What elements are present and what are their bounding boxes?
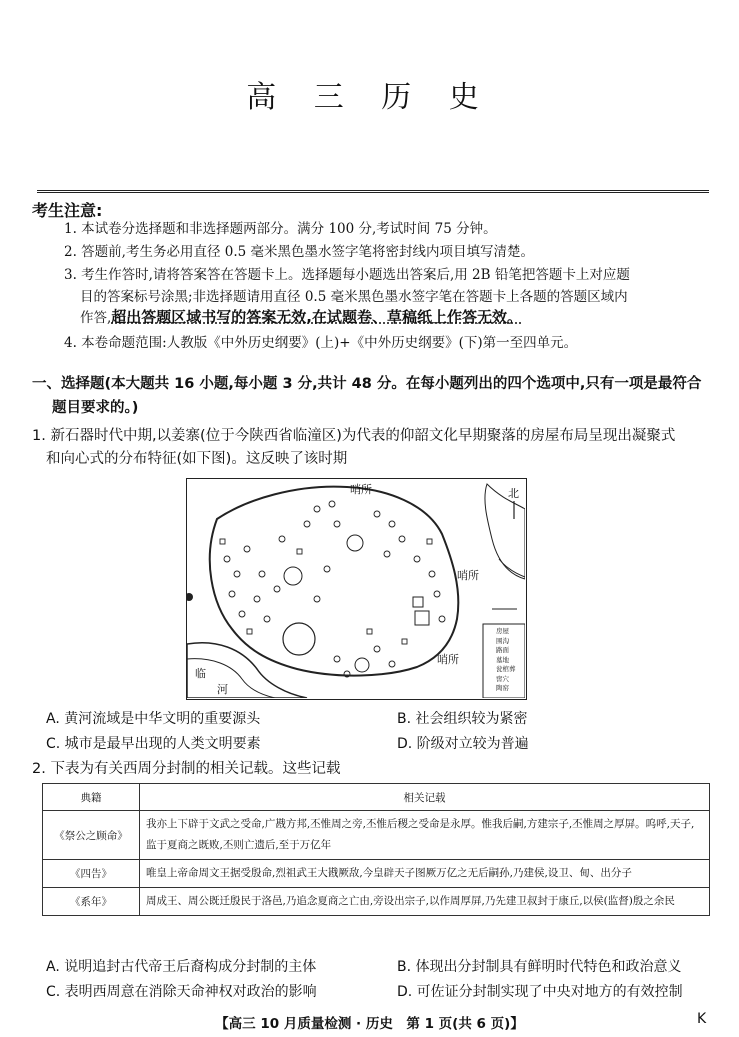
table-cell-source: 《四告》 xyxy=(43,860,140,888)
q1-option-b: B. 社会组织较为紧密 xyxy=(397,711,528,727)
table-cell-record: 我亦上下辟于文武之受命,广戡方邦,丕惟周之旁,丕惟后稷之受命是永厚。惟我后嗣,方建宗子,丕惟周之厚屏。呜呼,天子,监于夏商之既败,丕则亡遗后,至于万亿年 xyxy=(140,811,710,860)
map-legend-item: 瓮棺葬 xyxy=(496,665,516,673)
page-footer: 【高三 10 月质量检测 · 历史 第 1 页(共 6 页)】 xyxy=(215,1016,524,1032)
section-heading xyxy=(32,372,712,420)
page-title: 高 三 历 史 xyxy=(246,80,493,115)
table-cell-record: 唯皇上帝命周文王据受殷命,烈祖武王大戡厥敌,今皇辟天子图厥万亿之无后嗣孙,乃建侯,设卫、甸、出分子 xyxy=(140,860,710,888)
table-cell-source: 《系年》 xyxy=(43,888,140,916)
q1-option-c: C. 城市是最早出现的人类文明要素 xyxy=(46,736,261,752)
map-river-label-1: 临 xyxy=(195,667,206,680)
q1-stem-line-1: 1. 新石器时代中期,以姜寨(位于今陕西省临潼区)为代表的仰韶文化早期聚落的房屋布局呈现出凝聚式 xyxy=(32,428,676,444)
q2-option-b: B. 体现出分封制具有鲜明时代特色和政治意义 xyxy=(397,959,682,975)
map-north-label: 北 xyxy=(508,487,519,500)
notice-item-3c xyxy=(80,306,522,329)
map-legend-item: 路面 xyxy=(496,646,509,654)
table-header-source: 典籍 xyxy=(43,784,140,811)
table-header-row xyxy=(43,784,710,811)
q2-stem: 2. 下表为有关西周分封制的相关记载。这些记载 xyxy=(32,761,341,777)
map-label-top: 哨所 xyxy=(350,483,372,496)
notice-item-4: 4. 本卷命题范围:人教版《中外历史纲要》(上)+《中外历史纲要》(下)第一至四单元。 xyxy=(64,335,578,351)
notice-item-3c-prefix: 作答, xyxy=(80,310,112,326)
notice-item-3a: 3. 考生作答时,请将答案答在答题卡上。选择题每小题选出答案后,用 2B 铅笔把答题卡上对应题 xyxy=(64,267,630,283)
q1-option-d: D. 阶级对立较为普遍 xyxy=(397,736,529,752)
q2-option-c: C. 表明西周意在消除天命神权对政治的影响 xyxy=(46,984,317,1000)
map-label-bottom: 哨所 xyxy=(437,653,459,666)
notice-heading: 考生注意: xyxy=(32,201,103,220)
map-legend-item: 陶窑 xyxy=(496,684,509,692)
table-header-record: 相关记载 xyxy=(140,784,710,811)
section-line-1: 一、选择题(本大题共 16 小题,每小题 3 分,共计 48 分。在每小题列出的四个选项中,只有一项是最符合 xyxy=(32,376,702,392)
header-divider xyxy=(37,190,709,193)
q1-stem-line-2: 和向心式的分布特征(如下图)。这反映了该时期 xyxy=(46,451,348,467)
table-row xyxy=(43,888,710,916)
notice-item-3b: 目的答案标号涂黑;非选择题请用直径 0.5 毫米黑色墨水签字笔在答题卡上各题的答题区域内 xyxy=(80,289,628,305)
notice-item-2: 2. 答题前,考生务必用直径 0.5 毫米黑色墨水签字笔将密封线内项目填写清楚。 xyxy=(64,244,535,260)
notice-item-3c-emphasis: 超出答题区域书写的答案无效,在试题卷、草稿纸上作答无效。 xyxy=(111,308,522,326)
footer-code: K xyxy=(697,1011,707,1027)
q2-option-d: D. 可佐证分封制实现了中央对地方的有效控制 xyxy=(397,984,683,1000)
q2-option-a: A. 说明追封古代帝王后裔构成分封制的主体 xyxy=(46,959,317,975)
map-label-right: 哨所 xyxy=(457,569,479,582)
map-legend-item: 围沟 xyxy=(496,636,509,645)
map-river-label-2: 河 xyxy=(217,683,228,696)
table-cell-source: 《祭公之顾命》 xyxy=(43,811,140,860)
table-row xyxy=(43,811,710,860)
table-cell-record: 周成王、周公既迁殷民于洛邑,乃追念夏商之亡由,旁设出宗子,以作周厚屏,乃先建卫叔封于康丘,以侯(监督)殷之余民 xyxy=(140,888,710,916)
q1-option-a: A. 黄河流域是中华文明的重要源头 xyxy=(46,711,261,727)
map-legend xyxy=(496,627,516,694)
map-legend-item: 墓地 xyxy=(496,655,509,664)
map-drawing xyxy=(187,479,525,698)
notice-item-1: 1. 本试卷分选择题和非选择题两部分。满分 100 分,考试时间 75 分钟。 xyxy=(64,221,497,237)
jiangzhai-map xyxy=(186,478,527,700)
table-row xyxy=(43,860,710,888)
section-line-2: 题目要求的。) xyxy=(52,400,139,416)
map-legend-item: 房屋 xyxy=(496,627,509,635)
q2-records-table xyxy=(42,783,710,916)
map-legend-item: 窖穴 xyxy=(496,674,509,683)
